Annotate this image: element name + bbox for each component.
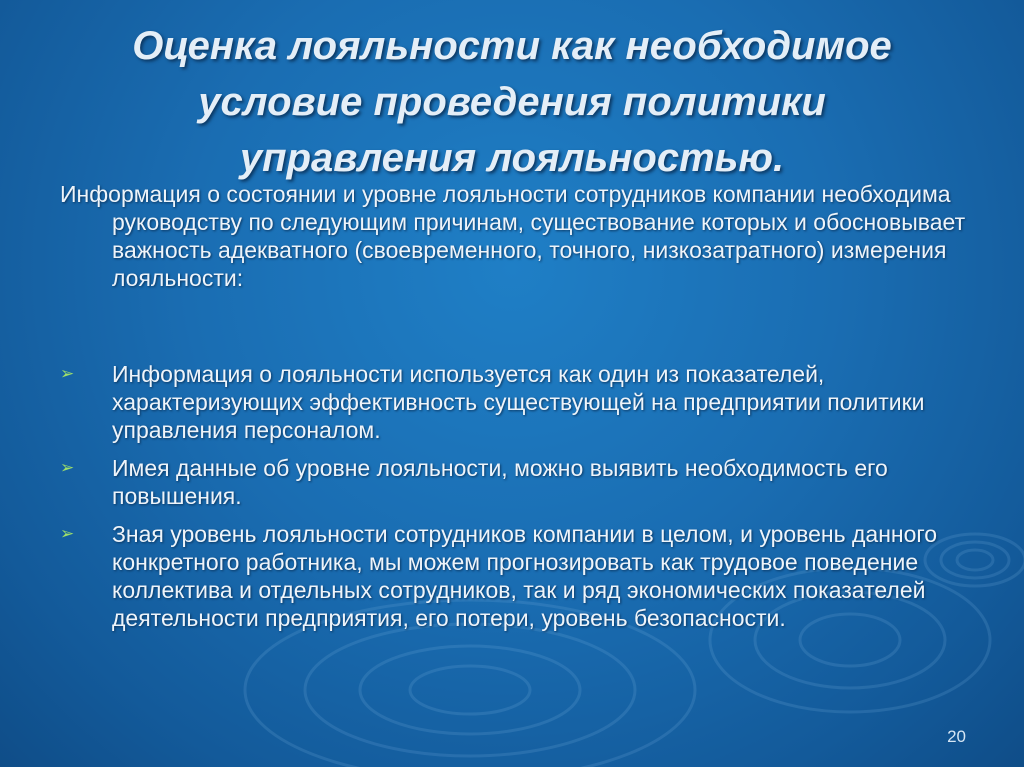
arrow-bullet-icon: ➢ <box>60 364 75 383</box>
bullet-item <box>60 454 980 510</box>
title-line-3: управления лояльностью. <box>239 136 785 180</box>
page-number: 20 <box>947 727 966 746</box>
intro-paragraph: Информация о состоянии и уровне лояльности сотрудников компании необходима руководству по следующим причинам, существование которых и обосновывает важность адекватного (своевременного, точного, низкозатратного) измерения лояльности: <box>60 181 966 291</box>
arrow-bullet-icon: ➢ <box>60 458 75 477</box>
arrow-bullet-icon: ➢ <box>60 524 75 543</box>
bullet-text: Зная уровень лояльности сотрудников компании в целом, и уровень данного конкретного работника, мы можем прогнозировать как трудовое поведение коллектива и отдельных сотрудников, так и ряд экономических показателей деятельности предприятия, его потери, уровень безопасности. <box>112 521 938 631</box>
bullet-item <box>60 360 980 444</box>
bullet-text: Информация о лояльности используется как один из показателей, характеризующих эффективность существующей на предприятии политики управления персоналом. <box>112 361 925 443</box>
bullet-list <box>60 360 980 642</box>
bullet-text: Имея данные об уровне лояльности, можно выявить необходимость его повышения. <box>112 455 888 509</box>
title-line-1: Оценка лояльности как необходимое <box>132 24 892 68</box>
title-line-2: условие проведения политики <box>198 80 826 124</box>
slide-title <box>40 18 984 186</box>
bullet-item <box>60 520 980 632</box>
